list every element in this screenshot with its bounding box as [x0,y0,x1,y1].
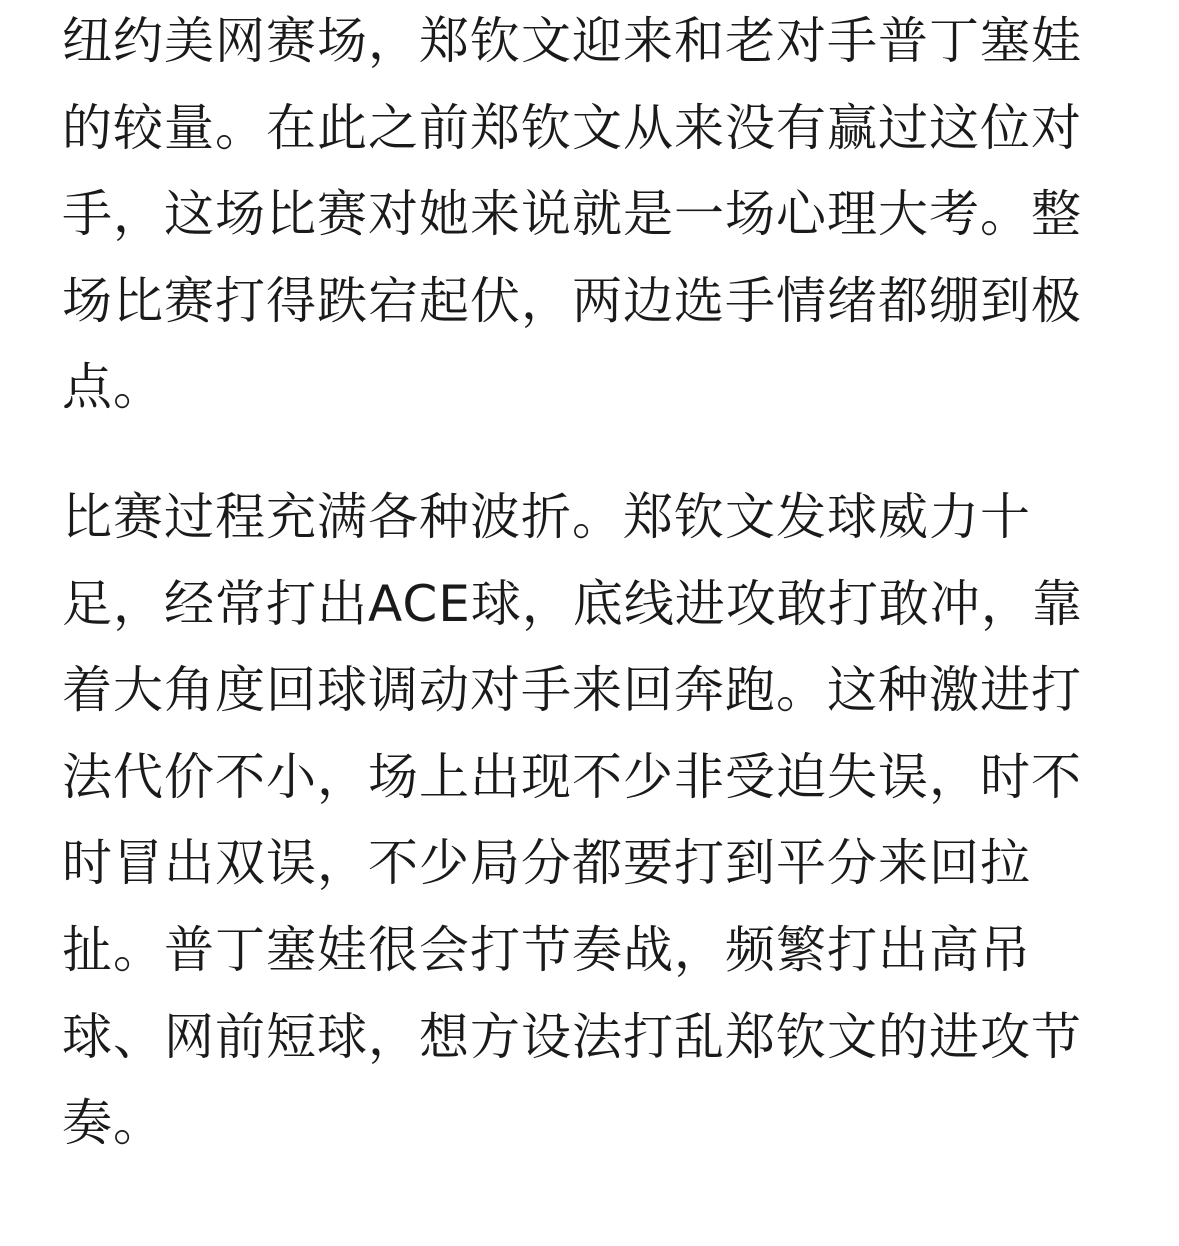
paragraph-line: 点。 [62,358,164,417]
paragraph-line: 场比赛打得跌宕起伏，两边选手情绪都绷到极 [62,271,1082,330]
paragraph-line: 比赛过程充满各种波折。郑钦文发球威力十 [62,487,1031,546]
paragraph-line: 纽约美网赛场，郑钦文迎来和老对手普丁塞娃 [62,12,1082,70]
paragraph-line: 法代价不小，场上出现不少非受迫失误，时不 [62,747,1082,806]
paragraph-line: 奏。 [62,1094,164,1153]
paragraph-2 [62,474,1122,1167]
paragraph-line: 球、网前短球，想方设法打乱郑钦文的进攻节 [62,1007,1082,1066]
paragraph-1 [62,0,1122,431]
paragraph-line: 的较量。在此之前郑钦文从来没有赢过这位对 [62,98,1082,157]
paragraph-line: 时冒出双误，不少局分都要打到平分来回拉 [62,834,1031,893]
paragraph-spacer [62,431,1122,474]
paragraph-line: 手，这场比赛对她来说就是一场心理大考。整 [62,185,1082,244]
paragraph-line: 扯。普丁塞娃很会打节奏战，频繁打出高吊 [62,920,1031,979]
article-body [62,0,1122,1167]
paragraph-line: 足，经常打出ACE球，底线进攻敢打敢冲，靠 [62,574,1083,633]
paragraph-line: 着大角度回球调动对手来回奔跑。这种激进打 [62,661,1082,720]
